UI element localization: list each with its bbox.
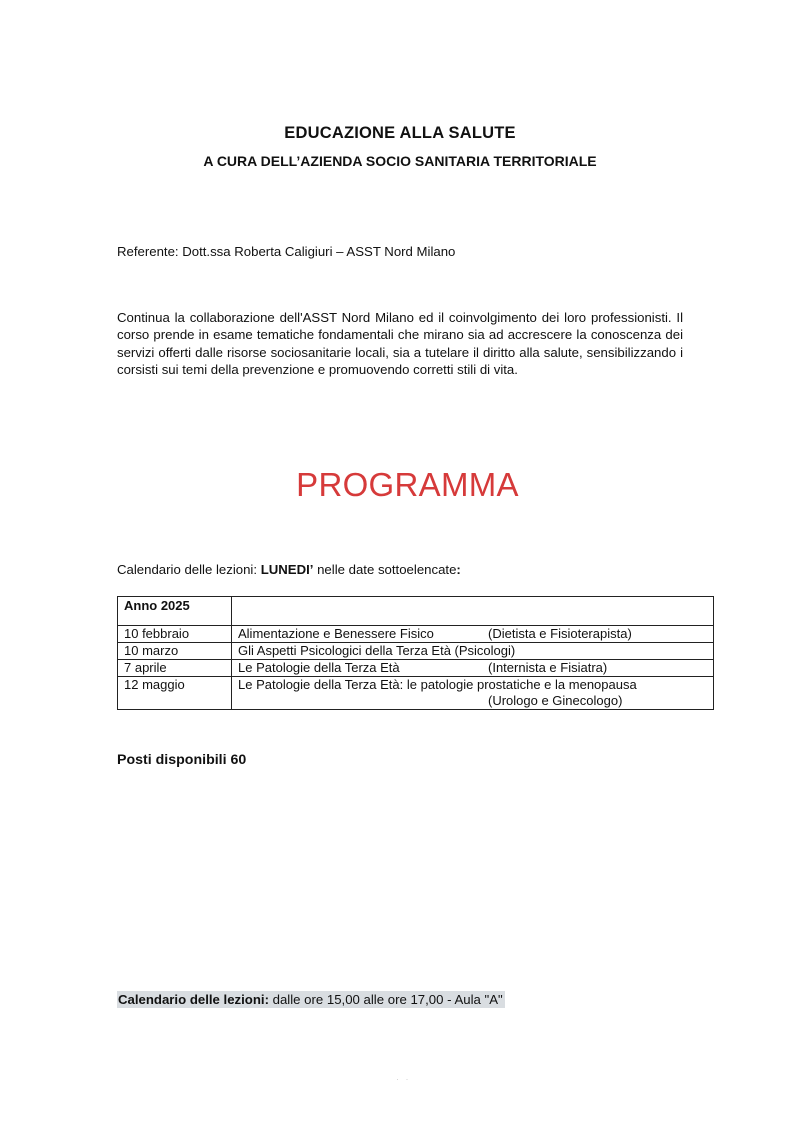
row-specialists: (Internista e Fisiatra) <box>488 660 608 675</box>
table-header-year: Anno 2025 <box>118 597 232 626</box>
lesson-hours-text: dalle ore 15,00 alle ore 17,00 - Aula "A" <box>268 992 503 1007</box>
programma-heading: PROGRAMMA <box>296 466 519 503</box>
calendar-suffix: nelle date sottoelencate <box>313 562 457 577</box>
document-title: EDUCAZIONE ALLA SALUTE <box>284 124 516 142</box>
document-subtitle: A CURA DELL’AZIENDA SOCIO SANITARIA TERRITORIALE <box>203 153 597 169</box>
row-specialists: (Urologo e Ginecologo) <box>488 693 623 708</box>
row-content <box>232 677 714 710</box>
row-content <box>232 660 714 677</box>
row-specialists: (Psicologi) <box>454 643 516 658</box>
table-row <box>118 677 714 710</box>
table-row <box>118 643 714 660</box>
scan-smudge: · · <box>396 1074 411 1084</box>
row-date: 7 aprile <box>118 660 232 677</box>
table-header-empty <box>232 597 714 626</box>
row-topic: Gli Aspetti Psicologici della Terza Età <box>238 643 451 658</box>
lesson-hours-label: Calendario delle lezioni: <box>118 992 269 1007</box>
row-date: 10 marzo <box>118 643 232 660</box>
calendar-prefix: Calendario delle lezioni: <box>117 562 261 577</box>
row-topic: Le Patologie della Terza Età <box>238 660 400 675</box>
calendar-day: LUNEDI’ <box>260 562 314 577</box>
available-places: Posti disponibili 60 <box>117 752 247 768</box>
row-specialists: (Dietista e Fisioterapista) <box>488 626 632 641</box>
row-topic: Le Patologie della Terza Età: le patologie prostatiche e la menopausa <box>238 677 637 692</box>
table-header-row <box>118 597 714 626</box>
row-topic: Alimentazione e Benessere Fisico <box>238 626 434 641</box>
table-row <box>118 626 714 643</box>
calendar-days-line <box>117 562 461 577</box>
table-row <box>118 660 714 677</box>
schedule-table <box>117 596 714 710</box>
row-content <box>232 643 714 660</box>
intro-paragraph: Continua la collaborazione dell'ASST Nord Milano ed il coinvolgimento dei loro professionisti. Il corso prende in esame tematiche fondamentali che mirano sia ad accrescere la conoscenza dei servizi offerti dalle risorse sociosanitarie locali, sia a tutelare il diritto alla salute, sensibilizzando i corsisti sui temi della prevenzione e promuovendo corretti stili di vita. <box>117 310 683 377</box>
row-date: 12 maggio <box>118 677 232 710</box>
lesson-hours-line <box>117 991 505 1008</box>
row-date: 10 febbraio <box>118 626 232 643</box>
referent-line: Referente: Dott.ssa Roberta Caligiuri – ASST Nord Milano <box>117 244 456 259</box>
calendar-colon: : <box>456 562 461 577</box>
row-content <box>232 626 714 643</box>
